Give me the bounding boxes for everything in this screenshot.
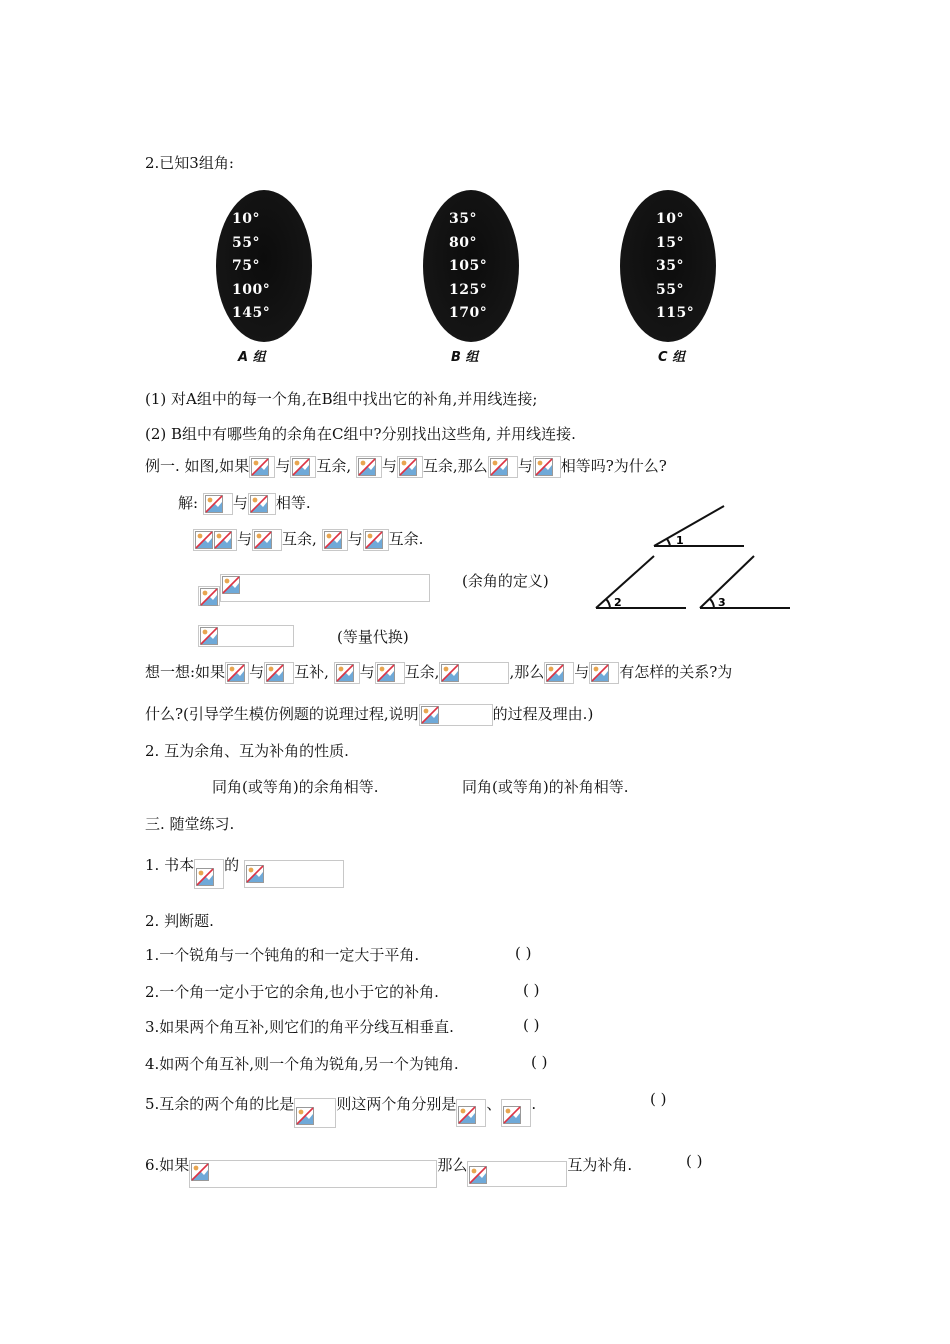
broken-image-icon	[358, 458, 376, 476]
property-title: 2. 互为余角、互为补角的性质.	[145, 742, 349, 760]
image-placeholder	[249, 456, 275, 478]
judge-item-5	[145, 1090, 536, 1120]
think-line-1	[145, 661, 732, 684]
solution-label: 解:	[178, 494, 199, 512]
think-line-2	[145, 703, 593, 726]
image-placeholder	[397, 456, 423, 478]
example-text: 与	[275, 457, 291, 475]
image-placeholder	[220, 574, 430, 602]
reason-2: (等量代换)	[337, 628, 409, 646]
group-c-value: 115°	[656, 305, 695, 321]
broken-image-icon	[296, 1107, 314, 1125]
image-placeholder	[252, 529, 282, 551]
broken-image-icon	[421, 706, 439, 724]
broken-image-icon	[214, 531, 232, 549]
example-text: 与	[381, 457, 397, 475]
solution-text: 互余,	[282, 530, 317, 548]
group-b-value: 35°	[449, 211, 477, 227]
angle-1-ray	[654, 506, 724, 546]
example-text: 与	[517, 457, 533, 475]
broken-image-icon	[222, 576, 240, 594]
judge-text: 互为补角.	[567, 1156, 633, 1174]
example-text: 互余,	[316, 457, 352, 475]
exercise-2-title: 2. 判断题.	[145, 912, 214, 930]
judge-answer-box[interactable]: ( )	[531, 1053, 548, 1071]
image-placeholder	[439, 662, 509, 684]
group-c-value: 10°	[656, 211, 684, 227]
group-c-oval	[620, 190, 716, 342]
broken-image-icon	[458, 1106, 476, 1124]
image-placeholder	[375, 662, 405, 684]
broken-image-icon	[200, 627, 218, 645]
broken-image-icon	[227, 664, 245, 682]
image-placeholder	[198, 586, 220, 606]
solution-text: 与	[237, 530, 253, 548]
broken-image-icon	[292, 458, 310, 476]
think-text: 互余,	[404, 663, 440, 681]
think-text: 与	[574, 663, 590, 681]
judge-answer-box[interactable]: ( )	[523, 981, 540, 999]
judge-text: 则这两个角分别是	[336, 1095, 457, 1113]
judge-item-6	[145, 1152, 632, 1180]
group-a-values	[216, 208, 312, 326]
image-placeholder	[290, 456, 316, 478]
group-a-oval	[216, 190, 312, 342]
judge-item: 3.如果两个角互补,则它们的角平分线互相垂直.	[145, 1018, 454, 1036]
angle-1-arc	[667, 539, 670, 546]
group-c-value: 15°	[656, 234, 684, 251]
image-placeholder	[225, 662, 249, 684]
image-placeholder	[419, 704, 493, 726]
image-placeholder	[467, 1161, 567, 1187]
think-text: 的过程及理由.)	[492, 705, 594, 723]
angle-3-arc	[710, 599, 714, 608]
angle-2-ray	[596, 556, 654, 608]
image-placeholder	[501, 1099, 531, 1127]
broken-image-icon	[251, 458, 269, 476]
image-placeholder	[334, 662, 360, 684]
broken-image-icon	[205, 495, 223, 513]
reason-1: (余角的定义)	[462, 572, 549, 590]
image-placeholder	[193, 529, 237, 551]
group-b-value: 80°	[449, 234, 477, 251]
judge-text: 6.如果	[145, 1156, 190, 1174]
exercise-text: 的	[224, 856, 240, 874]
group-c-value: 35°	[656, 258, 684, 274]
broken-image-icon	[200, 588, 218, 606]
broken-image-icon	[469, 1166, 487, 1184]
think-text: 与	[249, 663, 265, 681]
image-placeholder	[244, 860, 344, 888]
group-a-caption: A 组	[238, 350, 266, 365]
group-b-values	[423, 208, 519, 326]
group-a-value: 100°	[232, 281, 271, 298]
judge-text: 那么	[437, 1156, 468, 1174]
image-placeholder	[294, 1098, 336, 1128]
broken-image-icon	[336, 664, 354, 682]
image-placeholder	[589, 662, 619, 684]
think-text: 互补,	[294, 663, 329, 681]
question-2-title: 2.已知3组角:	[145, 154, 234, 172]
judge-text: 5.互余的两个角的比是	[145, 1095, 295, 1113]
solution-line-2	[193, 528, 423, 551]
angle-figure	[590, 498, 800, 616]
image-placeholder	[363, 529, 389, 551]
angle-label: 3	[718, 596, 726, 609]
image-placeholder	[248, 493, 276, 515]
image-placeholder	[356, 456, 382, 478]
image-placeholder	[533, 456, 561, 478]
task-1: (1) 对A组中的每一个角,在B组中找出它的补角,并用线连接;	[145, 390, 538, 408]
group-c-caption: C 组	[658, 350, 686, 365]
image-placeholder	[189, 1160, 437, 1188]
judge-item: 4.如两个角互补,则一个角为锐角,另一个为钝角.	[145, 1055, 459, 1073]
think-text: 什么?(引导学生模仿例题的说理过程,说明	[145, 705, 419, 723]
broken-image-icon	[324, 531, 342, 549]
think-text: 与	[359, 663, 375, 681]
group-b-value: 105°	[449, 258, 488, 274]
group-b-oval	[423, 190, 519, 342]
broken-image-icon	[399, 458, 417, 476]
solution-line-1	[178, 492, 311, 515]
broken-image-icon	[196, 868, 214, 886]
example-text: 互余,那么	[422, 457, 488, 475]
group-b-value: 125°	[449, 281, 488, 298]
image-placeholder	[203, 493, 233, 515]
broken-image-icon	[503, 1106, 521, 1124]
think-text: 有怎样的关系?为	[619, 663, 733, 681]
solution-text: 与	[347, 530, 363, 548]
task-2: (2) B组中有哪些角的余角在C组中?分别找出这些角, 并用线连接.	[145, 425, 576, 443]
image-placeholder	[194, 859, 224, 889]
judge-item: 1.一个锐角与一个钝角的和一定大于平角.	[145, 946, 420, 964]
image-placeholder	[264, 662, 294, 684]
broken-image-icon	[365, 531, 383, 549]
broken-image-icon	[535, 458, 553, 476]
angle-label: 1	[676, 534, 684, 547]
broken-image-icon	[490, 458, 508, 476]
solution-text: 互余.	[388, 530, 424, 548]
angle-2-arc	[606, 599, 610, 608]
exercise-1	[145, 851, 344, 881]
think-text: 想一想:如果	[145, 663, 226, 681]
group-b-value: 170°	[449, 305, 488, 321]
judge-answer-box[interactable]: ( )	[686, 1152, 703, 1170]
solution-line-3	[198, 574, 430, 602]
broken-image-icon	[254, 531, 272, 549]
broken-image-icon	[195, 531, 213, 549]
group-c-values	[620, 208, 716, 326]
example-text: 例一. 如图,如果	[145, 457, 250, 475]
solution-line-4	[198, 625, 294, 647]
judge-text: 、	[486, 1095, 502, 1113]
broken-image-icon	[266, 664, 284, 682]
group-a-value: 75°	[232, 258, 260, 274]
judge-answer-box[interactable]: ( )	[515, 944, 532, 962]
group-a-value: 145°	[232, 305, 271, 321]
broken-image-icon	[377, 664, 395, 682]
think-text: ,那么	[509, 663, 545, 681]
exercise-text: 1. 书本	[145, 856, 195, 874]
broken-image-icon	[591, 664, 609, 682]
image-placeholder	[544, 662, 574, 684]
angle-label: 2	[614, 596, 622, 609]
property-complement: 同角(或等角)的余角相等.	[212, 778, 379, 796]
broken-image-icon	[246, 865, 264, 883]
judge-text: .	[531, 1095, 537, 1113]
group-a-value: 10°	[232, 211, 260, 227]
image-placeholder	[488, 456, 518, 478]
group-a-value: 55°	[232, 234, 260, 251]
example-text: 相等吗?为什么?	[560, 457, 667, 475]
image-placeholder	[456, 1099, 486, 1127]
image-placeholder	[322, 529, 348, 551]
broken-image-icon	[191, 1163, 209, 1181]
solution-text: 相等.	[275, 494, 311, 512]
judge-answer-box[interactable]: ( )	[523, 1016, 540, 1034]
image-placeholder	[198, 625, 294, 647]
broken-image-icon	[546, 664, 564, 682]
section-3-title: 三. 随堂练习.	[145, 815, 235, 833]
solution-text: 与	[232, 494, 248, 512]
group-b-caption: B 组	[451, 350, 479, 365]
broken-image-icon	[250, 495, 268, 513]
angle-3-ray	[700, 556, 754, 608]
judge-item: 2.一个角一定小于它的余角,也小于它的补角.	[145, 983, 439, 1001]
example-line	[145, 455, 667, 478]
property-supplement: 同角(或等角)的补角相等.	[462, 778, 629, 796]
judge-answer-box[interactable]: ( )	[650, 1090, 667, 1108]
broken-image-icon	[441, 664, 459, 682]
group-c-value: 55°	[656, 281, 684, 298]
